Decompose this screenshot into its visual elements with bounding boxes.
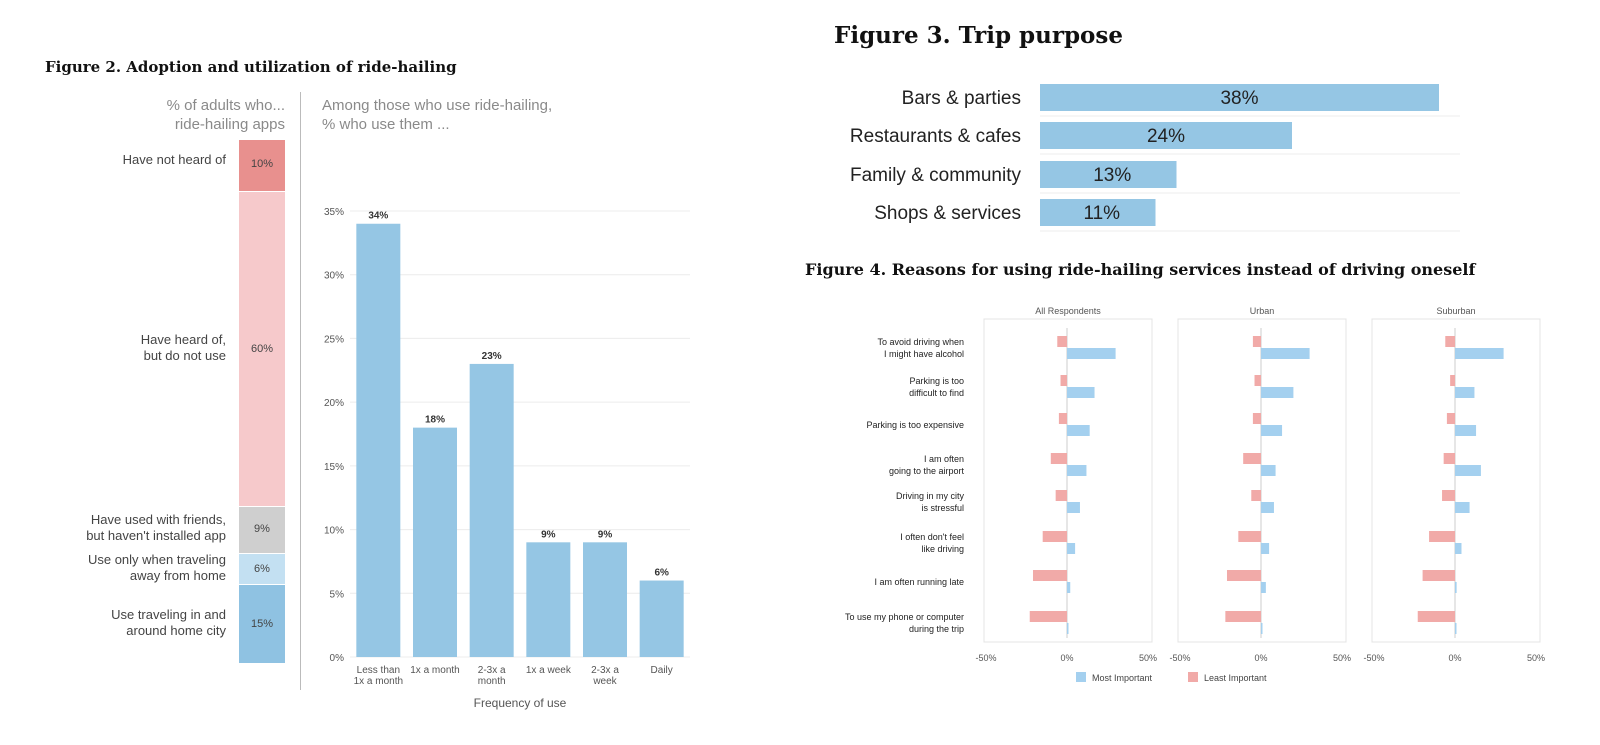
x-axis-title: Frequency of use xyxy=(473,696,567,710)
trip-purpose-label: Restaurants & cafes xyxy=(849,126,1021,147)
y-tick-label: 20% xyxy=(323,398,344,410)
x-tick-label: 0% xyxy=(1060,653,1074,663)
least-important-bar xyxy=(1253,413,1261,424)
most-important-bar xyxy=(1261,543,1269,554)
x-tick-label: Daily xyxy=(650,665,673,676)
frequency-bar-chart xyxy=(310,190,700,715)
least-important-bar xyxy=(1418,611,1455,622)
x-tick-label: -50% xyxy=(975,653,997,663)
panel-frame xyxy=(1178,319,1346,642)
stack-segment-label xyxy=(20,152,226,168)
figure3-title: Figure 3. Trip purpose xyxy=(834,22,1123,49)
least-important-bar xyxy=(1253,336,1261,347)
least-important-bar xyxy=(1057,336,1067,347)
most-important-bar xyxy=(1455,582,1457,593)
most-important-bar xyxy=(1455,465,1481,476)
most-important-bar xyxy=(1455,348,1504,359)
most-important-bar xyxy=(1261,465,1276,476)
reason-label: To avoid driving when I might have alcohol xyxy=(877,337,964,359)
legend-swatch-least xyxy=(1188,672,1198,682)
most-important-bar xyxy=(1067,502,1080,513)
most-important-bar xyxy=(1455,543,1461,554)
stack-segment-label xyxy=(20,552,226,584)
figure2-title: Figure 2. Adoption and utilization of ride-hailing xyxy=(45,58,457,76)
least-important-bar xyxy=(1447,413,1455,424)
frequency-bar xyxy=(526,542,570,657)
fig2-left-header-line1: % of adults who... xyxy=(166,97,285,114)
most-important-bar xyxy=(1455,623,1457,634)
least-important-bar xyxy=(1251,490,1261,501)
reason-label: I often don't feel like driving xyxy=(900,532,964,554)
x-tick-label: -50% xyxy=(1169,653,1191,663)
least-important-bar xyxy=(1423,570,1455,581)
most-important-bar xyxy=(1455,387,1474,398)
reason-label: I am often going to the airport xyxy=(888,454,964,476)
x-tick-label: 1x a month xyxy=(410,665,460,676)
most-important-bar xyxy=(1261,502,1274,513)
y-tick-label: 5% xyxy=(329,589,344,601)
stack-segment-label-line: but do not use xyxy=(143,347,226,363)
y-tick-label: 0% xyxy=(329,653,344,664)
frequency-bar xyxy=(470,364,514,657)
most-important-bar xyxy=(1261,425,1282,436)
panel-frame xyxy=(1372,319,1540,642)
y-tick-label: 15% xyxy=(323,461,344,473)
reason-label: To use my phone or computer during the trip xyxy=(844,612,964,634)
least-important-bar xyxy=(1056,490,1067,501)
least-important-bar xyxy=(1243,453,1261,464)
reason-label: I am often running late xyxy=(874,577,964,587)
bar-value-label: 6% xyxy=(654,567,669,579)
most-important-bar xyxy=(1455,425,1476,436)
trip-purpose-value: 24% xyxy=(1146,126,1186,147)
x-tick-label: 50% xyxy=(1138,653,1158,663)
x-tick-label: 0% xyxy=(1254,653,1268,663)
least-important-bar xyxy=(1238,531,1261,542)
most-important-bar xyxy=(1261,348,1310,359)
y-tick-label: 35% xyxy=(323,207,344,218)
trip-purpose-label: Shops & services xyxy=(874,203,1021,224)
most-important-bar xyxy=(1067,387,1095,398)
stack-segment-value: 9% xyxy=(254,523,270,536)
most-important-bar xyxy=(1261,582,1266,593)
bar-value-label: 23% xyxy=(481,350,502,362)
stack-segment-label xyxy=(20,512,226,544)
most-important-bar xyxy=(1067,623,1069,634)
stack-segment-label-line: away from home xyxy=(129,567,226,583)
most-important-bar xyxy=(1067,465,1086,476)
x-tick-label: 50% xyxy=(1526,653,1546,663)
x-tick-label: Less than 1x a month xyxy=(353,665,404,687)
legend-label-least: Least Important xyxy=(1204,673,1267,683)
least-important-bar xyxy=(1033,570,1067,581)
panel-title: Urban xyxy=(1249,306,1275,316)
frequency-bar xyxy=(640,581,684,657)
most-important-bar xyxy=(1261,387,1293,398)
least-important-bar xyxy=(1450,375,1455,386)
stack-segment-label-line: Use traveling in and xyxy=(111,606,226,622)
fig2-right-header-line2: % who use them ... xyxy=(322,116,450,133)
most-important-bar xyxy=(1067,348,1116,359)
x-tick-label: 50% xyxy=(1332,653,1352,663)
stack-segment-value: 60% xyxy=(250,342,274,355)
least-important-bar xyxy=(1059,413,1067,424)
stack-segment-label xyxy=(20,332,226,364)
most-important-bar xyxy=(1067,543,1075,554)
most-important-bar xyxy=(1455,502,1470,513)
stack-segment-label-line: Use only when traveling xyxy=(87,551,226,567)
bar-value-label: 9% xyxy=(541,529,556,541)
panel-title: All Respondents xyxy=(1035,306,1101,316)
panel-frame xyxy=(984,319,1152,642)
fig2-divider xyxy=(300,92,301,690)
reasons-chart xyxy=(800,298,1560,698)
most-important-bar xyxy=(1261,623,1263,634)
x-tick-label: -50% xyxy=(1363,653,1385,663)
fig2-right-header-line1: Among those who use ride-hailing, xyxy=(322,97,553,114)
trip-purpose-chart xyxy=(800,76,1480,236)
trip-purpose-value: 13% xyxy=(1093,165,1132,186)
frequency-bar xyxy=(583,542,627,657)
fig2-left-header xyxy=(130,96,285,134)
least-important-bar xyxy=(1043,531,1067,542)
most-important-bar xyxy=(1067,425,1090,436)
bar-value-label: 9% xyxy=(597,529,613,541)
least-important-bar xyxy=(1444,453,1455,464)
y-tick-label: 10% xyxy=(323,525,344,537)
x-tick-label: 0% xyxy=(1448,653,1462,663)
fig2-right-header xyxy=(322,96,642,134)
least-important-bar xyxy=(1061,375,1067,386)
fig2-left-header-line2: ride-hailing apps xyxy=(174,116,285,133)
figure4-title: Figure 4. Reasons for using ride-hailing services instead of driving oneself xyxy=(805,260,1476,279)
trip-purpose-value: 38% xyxy=(1220,88,1259,109)
bar-value-label: 34% xyxy=(368,210,389,222)
y-tick-label: 30% xyxy=(323,270,344,282)
trip-purpose-label: Bars & parties xyxy=(901,88,1021,109)
reason-label: Parking is too difficult to find xyxy=(909,376,964,398)
least-important-bar xyxy=(1051,453,1067,464)
trip-purpose-label: Family & community xyxy=(849,165,1021,186)
legend-label-most: Most Important xyxy=(1092,673,1153,683)
stack-segment-label xyxy=(20,607,226,639)
least-important-bar xyxy=(1255,375,1261,386)
least-important-bar xyxy=(1442,490,1455,501)
stack-segment-label-line: Have not heard of xyxy=(122,152,226,167)
least-important-bar xyxy=(1225,611,1261,622)
x-tick-label: 2-3x a month xyxy=(477,665,506,687)
stack-segment-label-line: but haven't installed app xyxy=(86,528,226,544)
stack-segment-value: 15% xyxy=(250,617,274,630)
reason-label: Driving in my city is stressful xyxy=(895,491,964,513)
least-important-bar xyxy=(1445,336,1455,347)
least-important-bar xyxy=(1030,611,1067,622)
stack-segment-label-line: around home city xyxy=(126,622,226,638)
reason-label: Parking is too expensive xyxy=(866,420,964,430)
most-important-bar xyxy=(1067,582,1070,593)
legend-swatch-most xyxy=(1076,672,1086,682)
least-important-bar xyxy=(1227,570,1261,581)
stack-segment-label-line: Have used with friends, xyxy=(90,512,226,528)
stack-segment-label-line: Have heard of, xyxy=(140,331,226,347)
x-tick-label: 2-3x a week xyxy=(591,665,619,687)
least-important-bar xyxy=(1429,531,1455,542)
trip-purpose-value: 11% xyxy=(1083,203,1121,224)
y-tick-label: 25% xyxy=(323,334,344,346)
bar-value-label: 18% xyxy=(424,414,446,426)
stack-segment-value: 10% xyxy=(250,158,274,170)
stack-segment-value: 6% xyxy=(254,562,270,575)
panel-title: Suburban xyxy=(1436,306,1476,316)
x-tick-label: 1x a week xyxy=(525,665,571,676)
frequency-bar xyxy=(413,428,457,657)
frequency-bar xyxy=(356,224,400,657)
